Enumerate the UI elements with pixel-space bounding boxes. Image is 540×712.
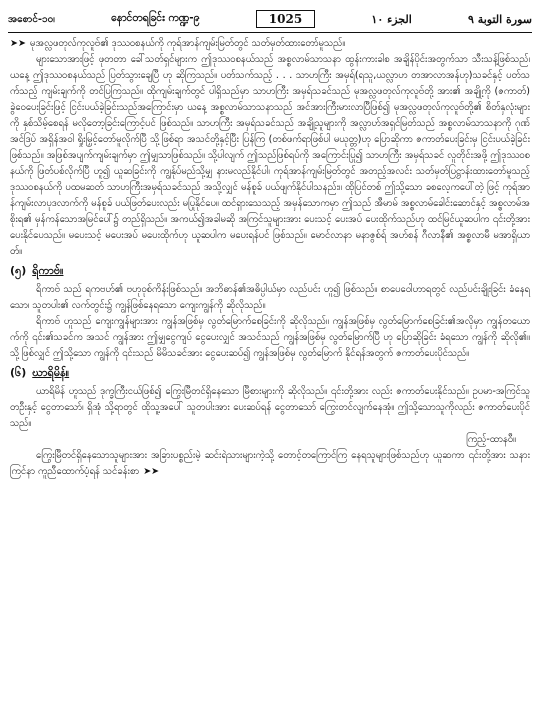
section-number: (၅) [10,264,27,277]
chapter-title: နောင်တရခြင်း ကဏ္ဍ-၉ [111,11,200,24]
source-citation: ကြည့်-ထာနဝီ။ [466,434,516,445]
page-number: 1025 [256,10,315,28]
body-paragraph: ယာရိမိန် ဟူသည် ဒုက္ခကြီးငယ်ဖြစ်၍ ကြွေးမြီတင်ရှိနေသော မြီစားများကို ဆိုလိုသည်။ ၎င်းတို့အား လည်း ဇကာတ်ပေးနိုင်သည်။ ဥပမာ-အကြင်သူတဦးနှင့် ငွေတာသော်၊ ရှိအုံ သို့ရာတွင် ထိုသူ့အပေါ် သူတပါးအား ပေးဆပ်ရန် ငွေတာသော် ကြွေးတင်လျက်နေအုံ။ ဤသို့သောသူကိုလည်း ဇကာတ်ပေးပိုင်သည်။ [10,386,530,429]
section-number: (၆) [10,366,27,379]
surah-label: سورة التوبة ٩ [468,12,532,26]
page-header [8,8,532,30]
paragraph-text: မုအလ္လဖတုလ်ကုလူဗ်၏ ဒုဿ၀စနယ်ကို ကုရ်အာန်ကျမ်းမြတ်တွင် သတ်မှတ်ထားတော်မူသည်။ [29,38,346,49]
page-body [10,36,530,708]
body-paragraph [10,448,530,480]
section-title: ရိကာဗ်။ [32,264,64,277]
section-heading [10,364,530,382]
body-paragraph: ရိကာဗ် သည် ရကဗဟ်၏ ဗဟုဝုစ်ကိန်းဖြစ်သည်။ အဘိဓာန်၏အဓိပ္ပါယ်မှာ လည်ပင်း ဟူ၍ ဖြစ်သည်။ စာပေဝေါဟာရတွင် လည်ပင်းချိုးခြင်း ခံနေရသော၊ သူတပါး၏ လက်တွင်း၌ ကျွန်ဖြစ်နေရသော ကျေးကျွန်ကို ဆိုလိုသည်။ [10,284,530,311]
juz-label: الجزء ١٠ [371,12,412,26]
body-paragraph: ရိကာဗ် ဟူသည် ကျေးကျွန်များအား ကျွန်အဖြစ်မှ လွတ်မြောက်စေခြင်းကို ဆိုလိုသည်။ ကျွန်အဖြစ်မှ လွတ်မြောက်စေခြင်း၏အလိုမှာ ကျွန်တယောက်ကို ၎င်း၏သခင်က အသင် ကျွန်အား ဤမျှငွေကျပ် ငွေပေးလျှင် အသင်သည် ကျွန်အဖြစ်မှ လွတ်မြောက်ပြီ ဟု ပြောဆိုခြင်း ခံရသော ကျွန်ကို ဆိုလို၏။ သို့ဖြစ်လျှင် ဤသို့သော ကျွန်ကို ၎င်းသည် မိမိသခင်အား ငွေပေးဆပ်၍ ကျွန်အဖြစ်မှ လွတ်မြောက် နိုင်ရန်အတွက် ဇကာတ်ပေးပိုင်သည်။ [10,316,530,359]
header-divider [8,32,532,33]
body-paragraph: များသောအားဖြင့် ဖုတတာ ခေါ်သတ်ရှင်များက ဤဒုဿ၀စနယ်သည် အစ္စလာမ်သာသနာ ထွန်းကားခါစ အချိန်ပိုင်းအတွက်သာ သီးသန့်ဖြစ်သည်၊ ယနေ့ ဤဒုဿ၀စနယ်သည် ပြတ်သွားချေပြီ ဟု ဆိုကြသည်။ ပတ်သက်သည့် . . . သာဟကြီး အမှရ်(ရသူ,ယလ္လာဟ တအာလာအန်ဟု)သခင်နှင့် ပတ်သက်သည့် ကျမ်းချက်ကို တင်ပြကြသည်။ ထိုကျမ်းချက်တွင် ပါရှိသည်မှာ သာဟကြီး အမှရ်သခင်သည် မုအလ္လဖတုလ်ကုလူဗ်တို့ အား၏ အချို့ကို (ဇကာတ်) ခွဲဝေပေးခြင်းဖြင့် ငြင်းပယ်ခဲ့ခြင်းသည်အကြောင်းမှာ ယနေ့ အစ္စလာမ်သာသနာသည် အင်အားကြီးမားလာပြီဖြစ်၍ မုအလ္လဖတုလ်ကုလူဗ်တို့၏ စိတ်နှလုံးများကို နှစ်သိမ့်စေရန် မလိုတော့ခြင်းကြောင့်ပင် ဖြစ်သည်။ သာဟကြီး အမှရ်သခင်သည် အချို့သူများကို အလ္လာဟ်အရှင်မြတ်သည် အစ္စလာမ်သာသနာကို ဂုဏ်အင်ဒြပ် အရှိန်အဝါ ရှိုးမြှင့်တော်မူလိုက်ပြီ သို့ဖြစ်ရာ အသင်တို့နှင့်ပြီး ပြန်ကြ (တစ်ဖက်ရာဖြစ်ပါ မယုတ္တ)ဟု ပြောဆိုကာ ဇကာတ်ပေးခြင်းမှ ငြင်းပယ်ခဲ့ခြင်းဖြစ်သည်။ အဖြစ်အပျက်ကျမ်းချက်မှာ ဤမျှသာဖြစ်သည်။ သို့ပါလျက် ဤသည်ဖြစ်ရပ်ကို အကြောင်းပြု၍ သာဟကြီး အမှရ်သခင် လူတိုင်းအဖို့ ဤဒုဿ၀စနယ်ကို ဖြတ်ပစ်လိုက်ပြီ ဟူ၍ ယူဆခြင်းကို ကျွန်ုပ်မည်သို့မျှ နားမလည်နိုင်ပါ၊ ကုရ်အာန်ကျမ်းမြတ်တွင် အတည့်အလင်း သတ်မှတ်ပြဋ္ဌာန်းထားတော်မူသည့် ဒုဿ၀စနယ်ကို ပထမဆတ် သာဟကြီးအမှရ်သခင်သည် အသို့လျှင် မန်စူခ် ပယ်ဖျက်နိုင်ပါသနည်း။ ထိုပြင်တစ် ဤသို့သော ခစလေ့ကပေါ်တဲ့ ဖြင့် ကုရ်အာန်ကျမ်းလာပုဒလာက်ကို မန်စူခ် ပယ်ဖြတ်ပေးလည်း မပြုနိုင်ပေ။ ထင်ရှားသေသည့် အမှန်သောကမှာ ဤသည် အီမာမ် အစ္စလာမ်ခေါင်းဆောင်နှင့် အစ္စလာမ်အစိုးရ၏ မှန်ကန်သောအမြင်ပေါ်၌ တည်ရှိသည်။ အကယ်၍အခါမဆို အကြင်သူများအား ပေးသင့် ပေးအပ် ပေးထိုက်သည်ဟု ထင်မြင်ယူဆပါက ၎င်းတို့အား ပေးနိုင်ပေသည်။ မပေးသင့် မပေးအပ် မပေးထိုက်ဟု ယူဆပါက မပေးရန်ပင် ဖြစ်သည်။ မောင်လာနာ မနာဇွစ်ရ် အဟ်စန် ဂီလာနီ၏ အစ္စလာမီ မအာရှိယာတ်။ [10,54,530,257]
volume-reference: အစောင်-၁၀၊ [8,13,55,25]
section-title: ဃာရိမိန်။ [32,366,70,379]
continue-arrow-marker: ➤➤ [143,466,160,477]
section-heading [10,262,530,280]
lead-arrow-marker: ➤➤ [10,38,26,49]
paragraph-text: ကြွေးမြီတင်ရှိနေသောသူများအား အခြားပစ္စည်းမဲ့ ဆင်းရဲသားများကဲ့သို့ တောင့်တကြောင်ကြ နေရသူများဖြစ်သည်ဟု ယူဆကာ ၎င်းတို့အား သနားကြင်နာ ကူညီထောက်ပံ့ရန် သင်ခန်းစာ [10,450,530,477]
body-paragraph [10,36,530,52]
